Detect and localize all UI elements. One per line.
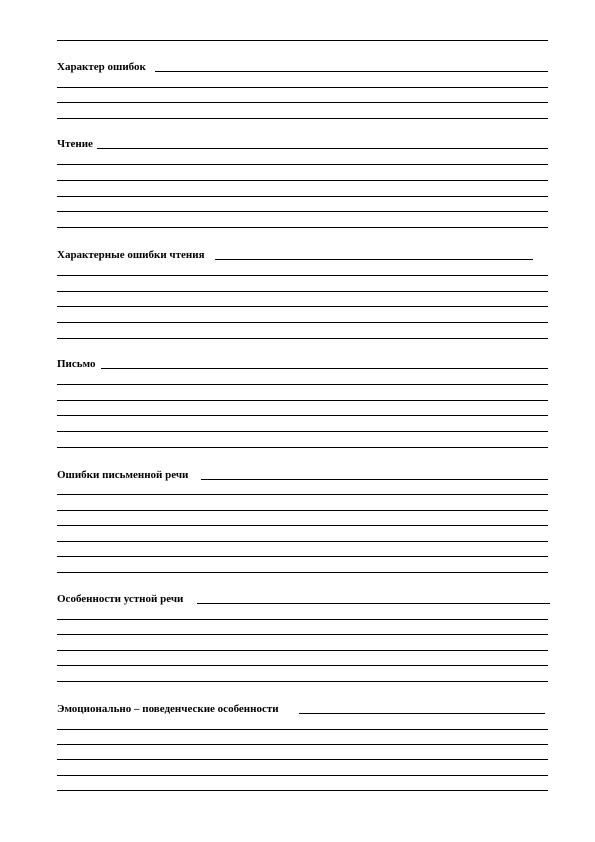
section-label: Ошибки письменной речи (57, 469, 189, 481)
blank-line (57, 102, 548, 103)
top-rule (57, 40, 548, 41)
blank-line (57, 400, 548, 401)
blank-line (57, 510, 548, 511)
section-label: Характер ошибок (57, 61, 146, 73)
blank-line (57, 494, 548, 495)
blank-line (57, 431, 548, 432)
blank-line (57, 541, 548, 542)
label-underline (101, 368, 548, 369)
section-label: Характерные ошибки чтения (57, 249, 205, 261)
blank-line (57, 634, 548, 635)
section-label: Письмо (57, 358, 96, 370)
section-label: Эмоционально – поведенческие особенности (57, 703, 279, 715)
blank-line (57, 619, 548, 620)
blank-line (57, 291, 548, 292)
label-underline (215, 259, 533, 260)
blank-line (57, 775, 548, 776)
blank-line (57, 164, 548, 165)
blank-line (57, 338, 548, 339)
blank-line (57, 729, 548, 730)
blank-line (57, 275, 548, 276)
blank-line (57, 556, 548, 557)
blank-line (57, 447, 548, 448)
blank-line (57, 227, 548, 228)
blank-line (57, 306, 548, 307)
section-label: Чтение (57, 138, 93, 150)
blank-line (57, 525, 548, 526)
label-underline (299, 713, 545, 714)
label-underline (155, 71, 548, 72)
label-underline (201, 479, 548, 480)
blank-line (57, 759, 548, 760)
blank-line (57, 665, 548, 666)
blank-line (57, 650, 548, 651)
blank-line (57, 572, 548, 573)
blank-line (57, 87, 548, 88)
blank-line (57, 196, 548, 197)
blank-line (57, 744, 548, 745)
label-underline (197, 603, 550, 604)
blank-line (57, 384, 548, 385)
section-label: Особенности устной речи (57, 593, 184, 605)
blank-line (57, 790, 548, 791)
blank-line (57, 681, 548, 682)
label-underline (97, 148, 548, 149)
blank-line (57, 322, 548, 323)
blank-line (57, 180, 548, 181)
blank-line (57, 415, 548, 416)
blank-line (57, 211, 548, 212)
blank-line (57, 118, 548, 119)
